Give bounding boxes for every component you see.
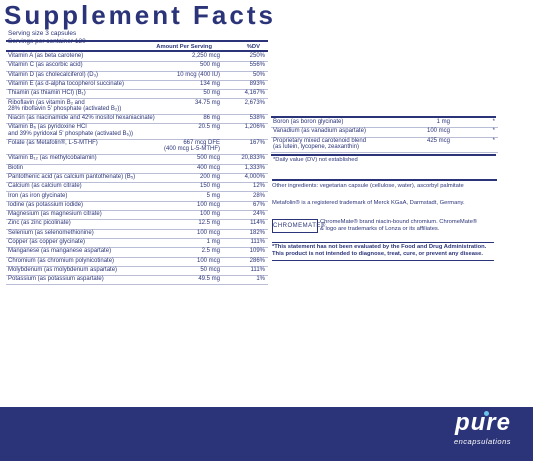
nutrient-name: Folate (as Metafolin®, L-5-MTHF) [8,139,98,146]
nutrient-dv: 167% [249,139,265,146]
nutrient-dv: 4,167% [244,90,265,97]
nutrient-name: Proprietary mixed carotenoid blend [273,137,367,144]
fda-disclaimer-line-2: This product is not intended to diagnose, treat, cure, or prevent any disease. [272,251,483,258]
nutrient-name: Molybdenum (as molybdenum aspartate) [8,266,118,273]
nutrient-name: Pantothenic acid (as calcium pantothenate) (B₅) [8,173,136,180]
nutrient-dv: 538% [249,115,265,121]
nutrient-amount: 150 mg [199,183,220,190]
nutrient-name: Copper (as copper glycinate) [8,239,86,245]
brand-subtitle: encapsulations [453,437,511,446]
fda-disclaimer-line-1: *This statement has not been evaluated by the Food and Drug Administration. [272,244,487,250]
nutrient-name: Vanadium (as vanadium aspartate) [273,128,366,135]
nutrient-dv: 28% [252,192,265,199]
nutrient-amount: 100 mcg [196,257,220,264]
serving-size: Serving size 3 capsules [8,30,77,37]
nutrient-name: Vitamin D (as cholecalciferol) (D₃) [8,71,99,78]
nutrient-name-line-2: 28% riboflavin 5' phosphate (activated B₂)) [8,106,122,112]
nutrient-amount: 425 mcg [426,137,450,144]
nutrient-name: Potassium (as potassium aspartate) [8,276,104,283]
nutrient-name: Iron (as iron glycinate) [8,192,68,199]
nutrient-amount: 100 mcg [196,229,220,236]
nutrient-dv: 556% [249,62,265,69]
chromemate-line-2: & logo are trademarks of Lonza or its affiliates. [320,226,440,232]
nutrient-name: Chromium (as chromium polynicotinate) [8,257,115,264]
nutrient-name: Thiamin (as thiamin HCl) (B₁) [8,90,86,97]
table-row [271,137,498,154]
nutrient-name: Boron (as boron glycinate) [273,119,344,125]
nutrient-amount: 134 mg [199,80,220,87]
chromemate-text [320,219,500,233]
nutrient-amount: 500 mg [199,62,220,69]
nutrient-name: Calcium (as calcium citrate) [8,183,82,190]
chromemate-logo: CHROMEMATE® [272,219,318,233]
fda-disclaimer [272,242,494,261]
nutrient-amount: 2,250 mcg [191,53,220,59]
nutrient-name: Niacin (as niacinamide and 42% inositol hexaniacinate) [8,115,155,121]
nutrient-dv: 1% [256,276,265,283]
nutrient-dv: 50% [252,71,265,78]
nutrient-dv: 286% [249,257,265,264]
nutrient-dv: 12% [252,183,265,190]
nutrient-name: Magnesium (as magnesium citrate) [8,211,102,218]
brand-logo: pure [454,409,511,436]
nutrient-amount-line-2: (400 mcg L-5-MTHF) [163,146,220,153]
nutrient-dv: 4,000% [244,173,265,180]
nutrient-dv: 250% [249,53,265,59]
nutrient-name: Riboflavin (as vitamin B₂ and [8,99,85,106]
nutrient-dv: 24% [252,211,265,218]
other-ingredients: Other ingredients: vegetarian capsule (cellulose, water), ascorbyl palmitate [272,179,497,189]
nutrient-name: Manganese (as manganese aspartate) [8,248,112,255]
nutrient-amount: 100 mcg [426,128,450,135]
nutrient-dv: 111% [250,266,265,273]
nutrient-amount: 1 mg [206,239,220,245]
nutrient-amount: 34.75 mg [194,99,220,106]
nutrient-name: Vitamin C (as ascorbic acid) [8,62,83,69]
nutrient-dv: * [492,128,495,135]
nutrient-amount: 400 mcg [196,164,220,171]
supplement-facts-title: Supplement Facts [4,0,276,30]
nutrient-name: Vitamin A (as beta carotene) [8,53,84,59]
metafolin-note: Metafolin® is a registered trademark of Merck KGaA, Darmstadt, Germany. [272,200,465,206]
nutrient-dv: 182% [249,229,265,236]
nutrient-dv: 2,673% [244,99,265,106]
nutrient-amount: 12.5 mg [198,220,220,227]
nutrient-name: Vitamin B₆ (as pyridoxine HCl [8,124,87,131]
nutrient-amount: 100 mcg [196,201,220,208]
nutrient-amount: 500 mcg [196,155,220,162]
nutrient-amount: 10 mcg (400 IU) [176,71,220,78]
nutrient-dv: 1,206% [244,124,265,131]
nutrient-amount: 5 mg [206,192,220,199]
nutrient-amount: 100 mg [199,211,220,218]
nutrient-name: Vitamin B₁₂ (as methylcobalamin) [8,155,97,162]
nutrient-amount: 1 mg [436,119,450,125]
nutrient-name: Selenium (as selenomethionine) [8,229,94,236]
nutrient-dv: 109% [249,248,265,255]
servings-per-container: Servings per container 120 [8,38,86,45]
nutrient-dv: 111% [250,239,265,245]
brand-footer [0,407,533,461]
nutrient-name-line-2: (as lutein, lycopene, zeaxanthin) [273,144,360,151]
dv-header: %DV [246,44,260,50]
nutrient-amount: 86 mg [203,115,220,121]
table-row [6,275,268,285]
nutrient-dv: * [492,119,495,125]
nutrient-name: Iodine (as potassium iodide) [8,201,84,208]
nutrient-amount: 667 mcg DFE [183,139,220,146]
nutrient-dv: 20,833% [241,155,265,162]
nutrient-dv: 67% [252,201,265,208]
nutrient-dv: 114% [250,220,265,227]
nutrient-dv: 893% [249,80,265,87]
table-row [6,123,268,140]
table-row [6,99,268,116]
nutrient-amount: 49.5 mg [198,276,220,283]
nutrient-name-line-2: and 39% pyridoxal 5' phosphate (activated B₆)) [8,130,133,137]
nutrient-name: Biotin [8,164,24,171]
nutrient-name: Vitamin E (as d-alpha tocopherol succinate) [8,80,124,87]
nutrient-name: Zinc (as zinc picolinate) [8,220,71,227]
dv-note: *Daily value (DV) not established [273,157,358,163]
nutrient-amount: 50 mcg [200,266,220,273]
nutrient-amount: 20.5 mg [198,124,220,131]
nutrient-table [6,40,268,346]
amount-header: Amount Per Serving [156,44,212,50]
nutrient-dv: * [492,137,495,144]
table-row [6,139,268,156]
nutrient-dv: 1,333% [244,164,265,171]
nutrient-amount: 2.5 mg [201,248,220,255]
nutrient-amount: 200 mg [199,173,220,180]
chromemate-line-1: ChromeMate® brand niacin-bound chromium. ChromeMate® [320,219,478,225]
nutrient-amount: 50 mg [203,90,220,97]
